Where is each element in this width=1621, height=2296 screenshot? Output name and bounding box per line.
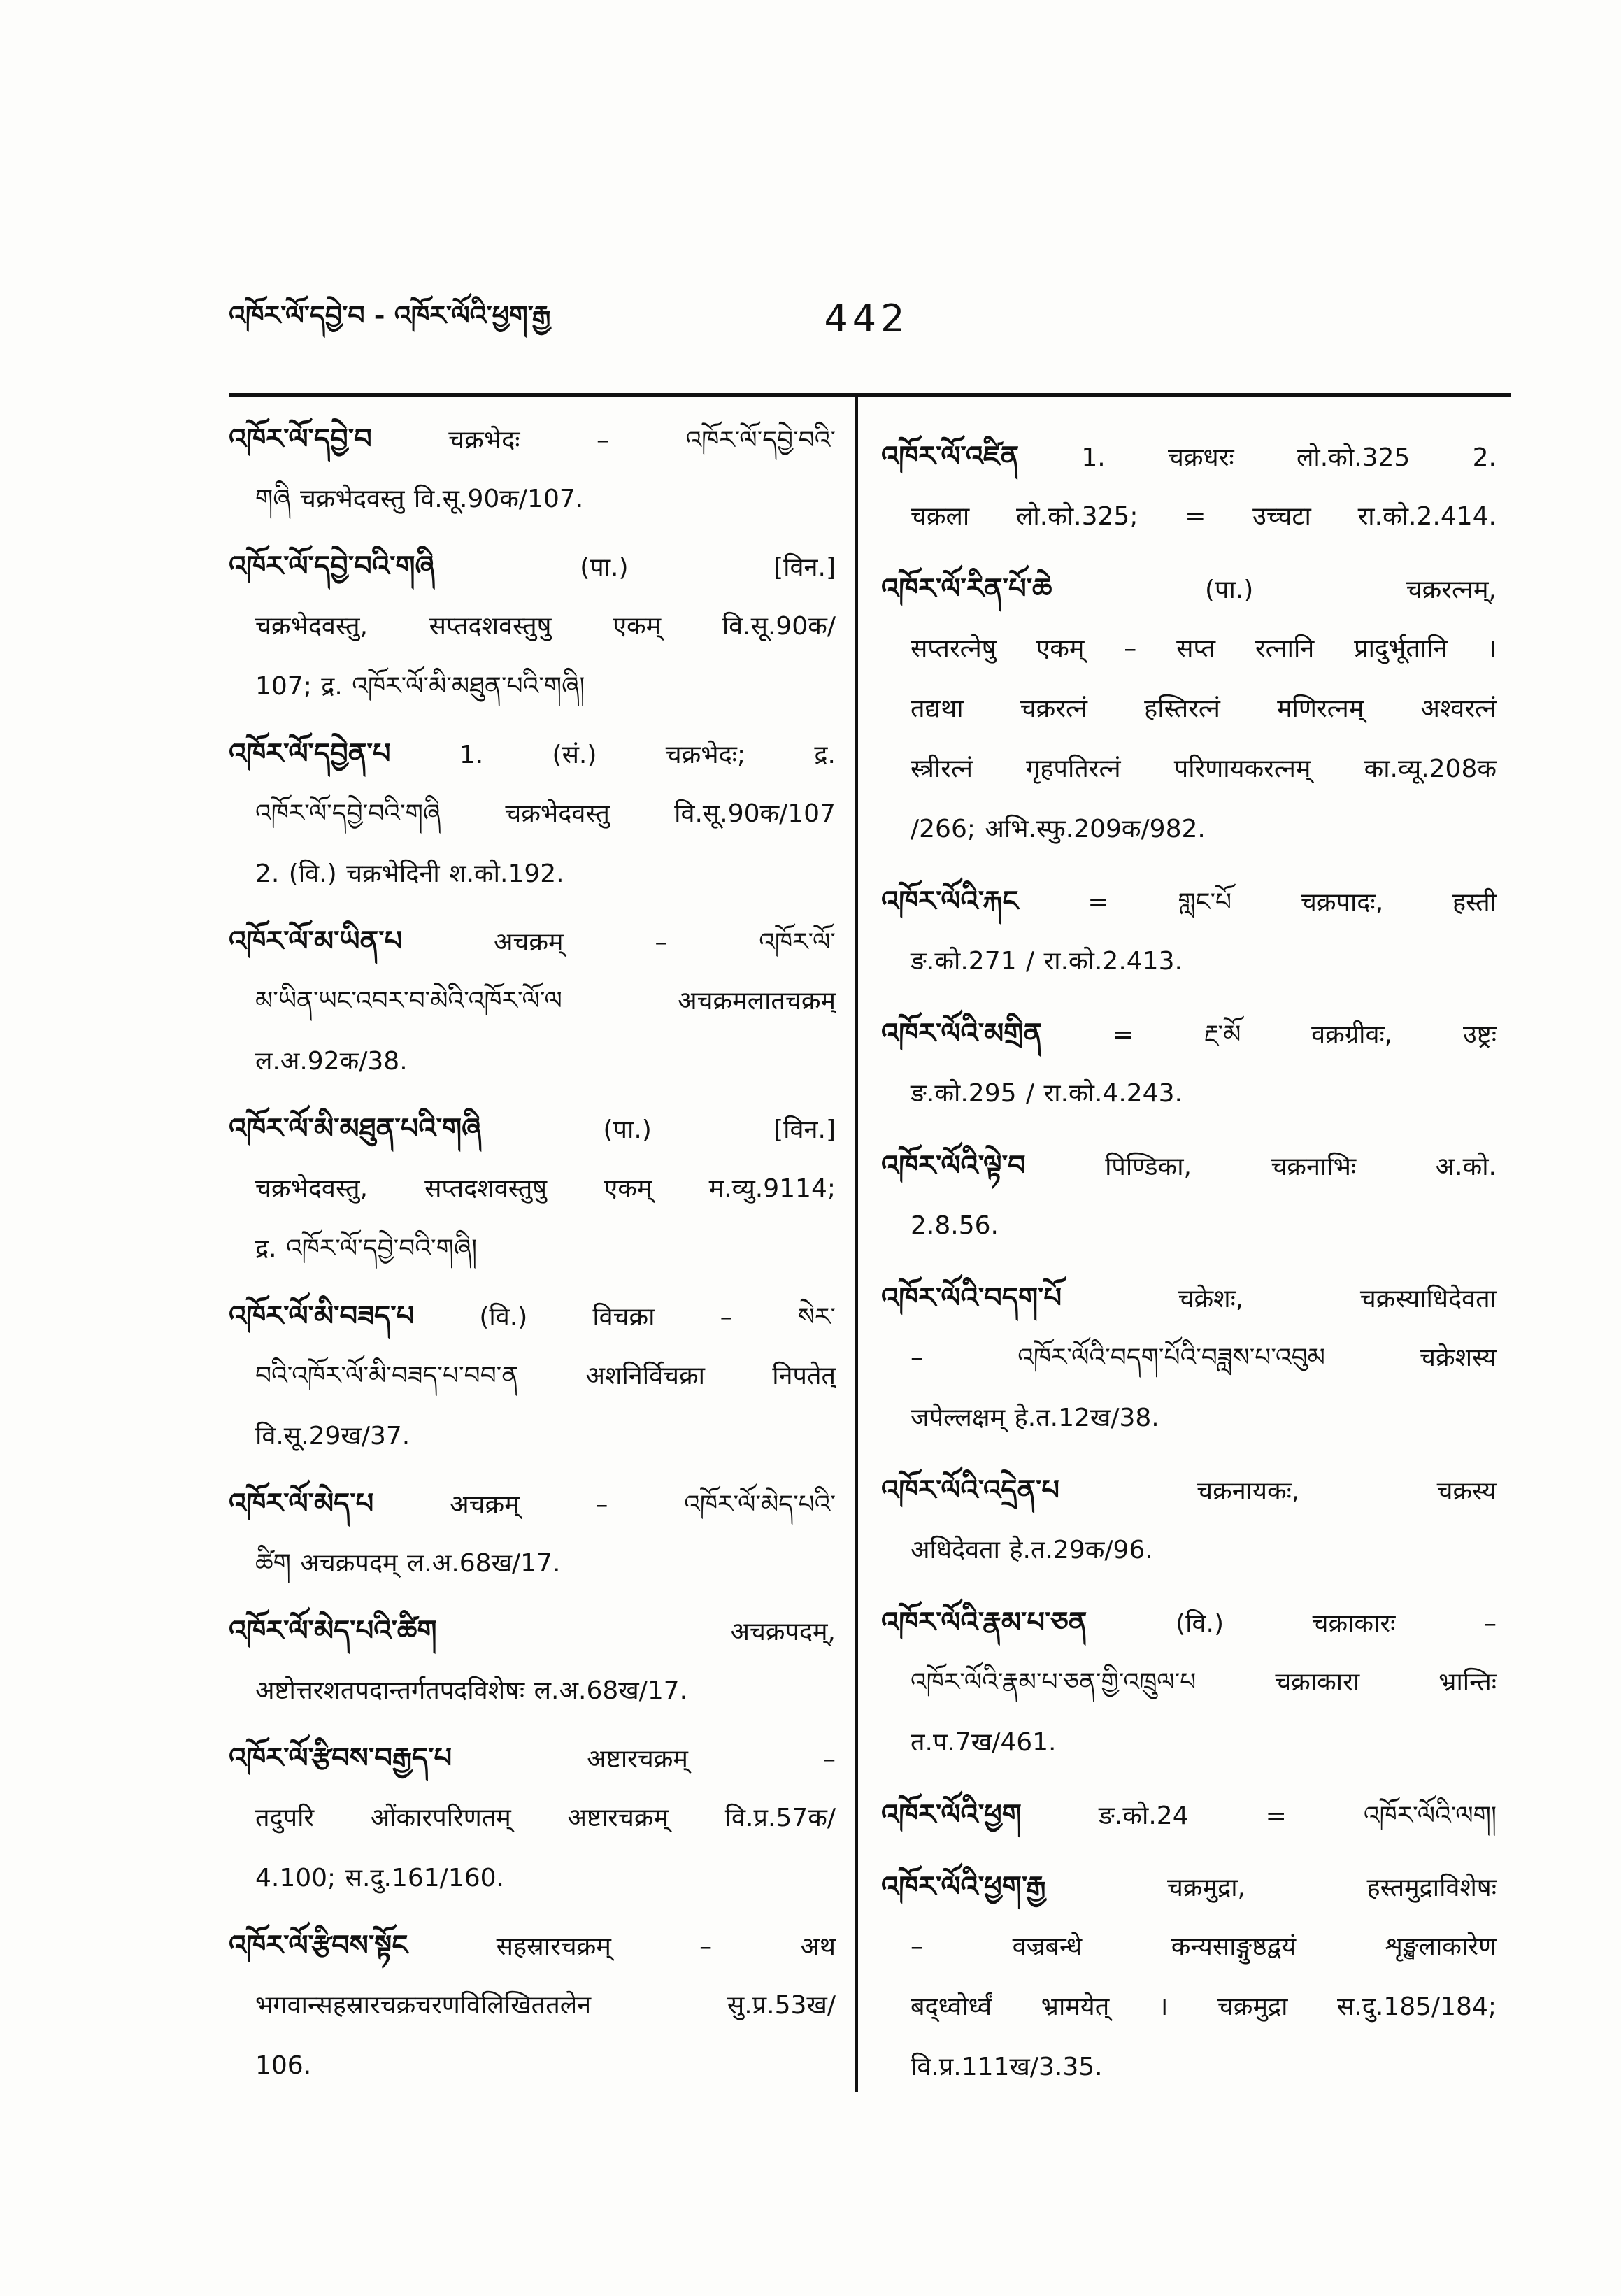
dictionary-entry	[881, 1460, 1497, 1581]
dictionary-entry	[229, 1099, 836, 1279]
entry-line: वि.सू.29ख/37.	[255, 1422, 410, 1450]
headword: འཁོར་ལོ་རྩིབས་བརྒྱད་པ	[229, 1742, 452, 1774]
headword: འཁོར་ལོ་མི་བཟད་པ	[229, 1300, 415, 1332]
running-head: འཁོར་ལོ་དབྱེ་བ - འཁོར་ལོའི་ཕྱག་རྒྱ	[229, 300, 551, 331]
entry-line: ङ.को.271 / रा.को.2.413.	[911, 947, 1183, 976]
entry-text: = རྔ་མོ वक्रग्रीवः, उष्ट्रः	[1112, 1020, 1497, 1049]
entry-line: द्र. འཁོར་ལོ་དབྱེ་བའི་གཞི།	[255, 1234, 478, 1263]
headword: འཁོར་ལོ་དབྱེན་པ	[229, 738, 391, 770]
entry-line: अष्टोत्तरशतपदान्तर्गतपदविशेषः ल.अ.68ख/17.	[255, 1676, 688, 1705]
entry-line: बद्ध्वोर्ध्वं भ्रामयेत् । चक्रमुद्रा स.दु.185/184;	[911, 1992, 1497, 2021]
entry-line: जपेल्लक्षम् हे.त.12ख/38.	[911, 1404, 1159, 1432]
dictionary-entry	[229, 1286, 836, 1467]
entry-text: सहस्रारचक्रम् – अथ	[496, 1932, 836, 1961]
header-rule	[229, 393, 1511, 397]
entry-line: 2.8.56.	[911, 1211, 999, 1240]
dictionary-entry	[881, 1268, 1497, 1448]
entry-line: भगवान्सहस्रारचक्रचरणविलिखिततलेन सु.प्र.53ख/	[255, 1991, 836, 2020]
headword: འཁོར་ལོའི་ལྟེ་བ	[881, 1150, 1026, 1182]
headword: འཁོར་ལོ་མི་མཐུན་པའི་གཞི	[229, 1113, 482, 1145]
entry-line: स्त्रीरत्नं गृहपतिरत्नं परिणायकरत्नम् का.व्यू.208क	[911, 755, 1497, 783]
entry-headline	[229, 1916, 836, 1976]
left-column	[229, 409, 836, 2096]
entry-line: འཁོར་ལོའི་རྣམ་པ་ཅན་གྱི་འཁྲུལ་པ चक्राकारा भ्रान्तिः	[911, 1668, 1497, 1697]
headword: འཁོར་ལོ་རྩིབས་སྟོང	[229, 1930, 408, 1962]
dictionary-entry	[229, 1728, 836, 1909]
entry-text: 1. चक्रधरः लो.को.325 2.	[1081, 443, 1497, 472]
entry-line: འཁོར་ལོ་དབྱེ་བའི་གཞི चक्रभेदवस्तु वि.सू.90क/107	[255, 799, 836, 828]
headword: འཁོར་ལོའི་ཕྱག་རྒྱ	[881, 1871, 1046, 1903]
entry-headline	[229, 1286, 836, 1346]
entry-line: चक्रभेदवस्तु, सप्तदशवस्तुषु एकम् म.व्यु.9114;	[255, 1174, 836, 1203]
headword: འཁོར་ལོ་མ་ཡིན་པ	[229, 925, 403, 957]
entry-line: तदुपरि ओंकारपरिणतम् अष्टारचक्रम् वि.प्र.57क/	[255, 1804, 836, 1832]
entry-text: (वि.) विचक्रा – སེར་	[479, 1303, 836, 1332]
entry-headline	[229, 409, 836, 469]
headword: འཁོར་ལོའི་ཕྱག	[881, 1799, 1022, 1831]
entry-text: चक्रेशः, चक्रस्याधिदेवता	[1178, 1285, 1497, 1313]
entry-headline	[881, 427, 1497, 487]
headword: འཁོར་ལོའི་རྣམ་པ་ཅན	[881, 1606, 1087, 1639]
entry-text: (पा.) [विन.]	[580, 553, 836, 582]
entry-headline	[229, 536, 836, 597]
entry-text: 1. (सं.) चक्रभेदः; द्र.	[459, 741, 836, 769]
entry-text: ङ.को.24 = འཁོར་ལོའི་ལག།	[1099, 1802, 1497, 1830]
dictionary-entry	[881, 559, 1497, 860]
entry-line: ङ.को.295 / रा.को.4.243.	[911, 1079, 1183, 1108]
headword: འཁོར་ལོ་རིན་པོ་ཆེ	[881, 573, 1052, 605]
entry-headline	[229, 724, 836, 784]
dictionary-entry	[229, 409, 836, 529]
headword: འཁོར་ལོའི་མགྲིན	[881, 1018, 1043, 1050]
entry-text: (पा.) चक्ररत्नम्,	[1204, 576, 1497, 604]
entry-headline	[229, 1099, 836, 1159]
right-column	[881, 427, 1497, 2097]
entry-line: བའི་འཁོར་ལོ་མི་བཟད་པ་བབ་ན अशनिर्विचक्रा निपतेत्	[255, 1362, 836, 1390]
dictionary-entry	[229, 724, 836, 904]
entry-text: = གླང་པོ चक्रपादः, हस्ती	[1087, 888, 1497, 917]
headword: འཁོར་ལོ་མེད་པའི་ཚིག	[229, 1615, 437, 1647]
dictionary-entry	[881, 427, 1497, 547]
entry-line: त.प.7ख/461.	[911, 1728, 1057, 1757]
entry-text: अचक्रपदम्,	[730, 1618, 836, 1646]
entry-headline	[881, 1592, 1497, 1653]
entry-headline	[881, 1136, 1497, 1196]
entry-line: – འཁོར་ལོའི་བདག་པོའི་བཟླས་པ་འབུམ चक्रेशस्य	[911, 1343, 1497, 1372]
headword: འཁོར་ལོ་དབྱེ་བ	[229, 423, 372, 455]
entry-headline	[881, 1004, 1497, 1064]
headword: འཁོར་ལོ་དབྱེ་བའི་གཞི	[229, 550, 435, 583]
entry-line: चक्रला लो.को.325; = उच्चटा रा.को.2.414.	[911, 502, 1497, 531]
entry-line: ल.अ.92क/38.	[255, 1047, 408, 1076]
entry-headline	[881, 1785, 1497, 1845]
entry-line: वि.प्र.111ख/3.35.	[911, 2053, 1103, 2081]
entry-text: चक्रनायकः, चक्रस्य	[1197, 1477, 1497, 1506]
dictionary-entry	[229, 1601, 836, 1721]
dictionary-entry	[881, 871, 1497, 992]
dictionary-entry	[229, 536, 836, 717]
entry-line: 2. (वि.) चक्रभेदिनी श.को.192.	[255, 860, 564, 888]
dictionary-entry	[881, 1136, 1497, 1256]
entry-text: अष्टारचक्रम् –	[587, 1745, 836, 1774]
dictionary-entry	[881, 1857, 1497, 2097]
page-number: 442	[824, 297, 909, 341]
entry-headline	[229, 1474, 836, 1534]
entry-text: चक्रभेदः – འཁོར་ལོ་དབྱེ་བའི་	[448, 426, 836, 455]
entry-line: अधिदेवता हे.त.29क/96.	[911, 1536, 1153, 1564]
entry-text: अचक्रम् – འཁོར་ལོ་མེད་པའི་	[450, 1490, 836, 1519]
entry-headline	[229, 1601, 836, 1661]
entry-headline	[881, 871, 1497, 932]
headword: འཁོར་ལོའི་རྐང	[881, 885, 1019, 918]
entry-text: पिण्डिका, चक्रनाभिः अ.को.	[1105, 1153, 1497, 1181]
headword: འཁོར་ལོའི་བདག་པོ	[881, 1282, 1062, 1314]
entry-line: /266; अभि.स्फु.209क/982.	[911, 815, 1206, 843]
dictionary-entry	[881, 1785, 1497, 1845]
headword: འཁོར་ལོ་མེད་པ	[229, 1488, 374, 1520]
dictionary-entry	[229, 1916, 836, 2096]
entry-text: (पा.) [विन.]	[603, 1115, 836, 1144]
entry-line: ཚིག अचक्रपदम् ल.अ.68ख/17.	[255, 1549, 561, 1578]
dictionary-entry	[881, 1004, 1497, 1124]
entry-headline	[881, 1857, 1497, 1917]
entry-headline	[881, 559, 1497, 619]
headword: འཁོར་ལོའི་འདྲེན་པ	[881, 1474, 1060, 1506]
dictionary-entry	[229, 911, 836, 1092]
entry-line: तद्यथा चक्ररत्नं हस्तिरत्नं मणिरत्नम् अश्वरत्नं	[911, 694, 1497, 723]
dictionary-entry	[881, 1592, 1497, 1773]
entry-headline	[881, 1268, 1497, 1328]
column-divider	[855, 395, 858, 2092]
entry-line: 4.100; स.दु.161/160.	[255, 1864, 504, 1892]
entry-line: सप्तरत्नेषु एकम् – सप्त रत्नानि प्रादुर्भूतानि ।	[911, 634, 1497, 663]
entry-line: 106.	[255, 2051, 312, 2080]
entry-line: चक्रभेदवस्तु, सप्तदशवस्तुषु एकम् वि.सू.90क/	[255, 612, 836, 641]
entry-text: अचक्रम् – འཁོར་ལོ་	[494, 928, 836, 957]
entry-headline	[881, 1460, 1497, 1520]
entry-line: གཞི चक्रभेदवस्तु वि.सू.90क/107.	[255, 485, 584, 513]
entry-line: – वज्रबन्धे कन्यसाङ्गुष्ठद्वयं शृङ्खलाकारेण	[911, 1932, 1497, 1961]
entry-line: མ་ཡིན་ཡང་འབར་བ་མེའི་འཁོར་ལོ་ལ अचक्रमलातचक्रम्	[255, 987, 836, 1015]
entry-headline	[229, 1728, 836, 1788]
entry-line: 107; द्र. འཁོར་ལོ་མི་མཐུན་པའི་གཞི།	[255, 672, 585, 701]
dictionary-entry	[229, 1474, 836, 1594]
entry-text: (वि.) चक्राकारः –	[1176, 1609, 1497, 1638]
entry-text: चक्रमुद्रा, हस्तमुद्राविशेषः	[1167, 1874, 1497, 1902]
headword: འཁོར་ལོ་འཛིན	[881, 441, 1020, 473]
entry-headline	[229, 911, 836, 971]
